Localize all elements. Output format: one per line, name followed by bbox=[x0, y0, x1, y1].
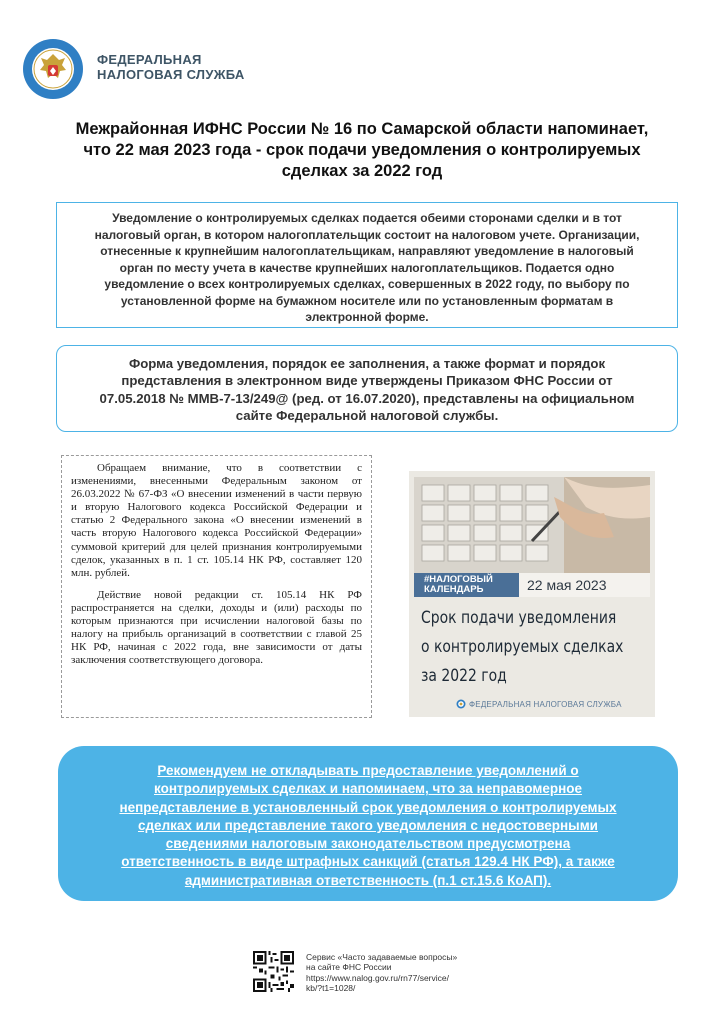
calendar-headline bbox=[421, 604, 624, 691]
notice-line: налоговый орган, в котором налогоплательщик состоит на налоговом учете. Организации, bbox=[94, 227, 640, 242]
reminder-line: сведениями налоговым законодательством предусмотрена bbox=[165, 836, 571, 852]
reminder-line: непредставление в установленный срок уведомления о контролируемых bbox=[119, 799, 617, 815]
notice-line: орган по месту учета в качестве крупнейших налогоплательщиков. Подается одно bbox=[119, 260, 615, 275]
notice-line: уведомление о всех контролируемых сделках, совершенных в 2022 году, по выбору по bbox=[104, 277, 630, 291]
law-change-box bbox=[61, 455, 372, 718]
reminder-line: Рекомендуем не откладывать предоставление уведомлений о bbox=[157, 763, 579, 778]
calendar-photo bbox=[414, 477, 650, 573]
faq-link[interactable]: https://www.nalog.gov.ru/rn77/service/ bbox=[306, 972, 449, 983]
calendar-strip bbox=[414, 573, 650, 597]
form-info-line: Форма уведомления, порядок ее заполнения, а также формат и порядок bbox=[128, 356, 606, 371]
calendar-headline-line: Срок подачи уведомления bbox=[421, 608, 617, 628]
responsibility-reminder-box bbox=[58, 746, 678, 901]
qr-code-icon[interactable] bbox=[253, 951, 294, 992]
title-line: Межрайонная ИФНС России № 16 по Самарской области напоминает, bbox=[75, 120, 649, 138]
calendar-headline-line: за 2022 год bbox=[421, 666, 507, 686]
calendar-footer: ФЕДЕРАЛЬНАЯ НАЛОГОВАЯ СЛУЖБА bbox=[469, 700, 622, 709]
reminder-line: контролируемых сделках и напоминаем, что за неправомерное bbox=[154, 781, 582, 797]
notice-line: установленной форме на бумажном носителе или по установленным форматам в bbox=[120, 293, 614, 308]
faq-line1: Сервис «Часто задаваемые вопросы» bbox=[306, 952, 458, 962]
reminder-line: административная ответственность (п.1 ст.15.6 КоАП). bbox=[184, 872, 552, 888]
calendar-headline-line: о контролируемых сделках bbox=[421, 637, 624, 657]
reminder-line: ответственность в виде штрафных санкций (статья 129.4 НК РФ), а также bbox=[121, 854, 615, 870]
title-line: сделках за 2022 год bbox=[281, 162, 443, 180]
law-paragraph-1: Обращаем внимание, что в соответствии с изменениями, внесенными Федеральным законом от 26.03.2022 № 67-ФЗ «О внесении изменений в части первую и вторую Налогового кодекса Российской Федерации и статью 2 Федерального закона «О внесении изменений в часть вторую Налогового кодекса Российской Федерации» суммовой критерий для целей признания контролируемыми сделок, указанных в п. 1 ст. 105.14 НК РФ, составляет 120 млн. рублей. bbox=[71, 462, 362, 579]
title-line: что 22 мая 2023 года - срок подачи уведомления о контролируемых bbox=[83, 141, 641, 159]
calendar-date: 22 мая 2023 bbox=[527, 577, 607, 593]
faq-line2: на сайте ФНС России bbox=[306, 962, 392, 973]
form-info-line: 07.05.2018 № ММВ-7-13/249@ (ред. от 16.07.2020), представлены на официальном bbox=[99, 390, 635, 406]
page-title bbox=[40, 119, 684, 182]
calendar-tag-line1: #НАЛОГОВЫЙ bbox=[424, 574, 493, 585]
notice-line: электронной форме. bbox=[305, 310, 429, 324]
notice-line: Уведомление о контролируемых сделках подается обеими сторонами сделки и в тот bbox=[112, 211, 622, 225]
org-name-line2: НАЛОГОВАЯ СЛУЖБА bbox=[97, 67, 245, 82]
faq-link-cont[interactable]: kb/?t1=1028/ bbox=[306, 982, 356, 993]
notice-line: отнесенные к крупнейшим налогоплательщикам, направляют уведомление в налоговый bbox=[100, 244, 634, 258]
form-info-line: сайте Федеральной налоговой службы. bbox=[235, 407, 499, 423]
fns-small-emblem-icon bbox=[456, 699, 466, 709]
faq-service-info bbox=[306, 952, 457, 993]
org-name-line1: ФЕДЕРАЛЬНАЯ bbox=[97, 52, 202, 67]
org-name bbox=[97, 52, 245, 82]
reminder-line: сделках или представление такого уведомления с недостоверными bbox=[137, 817, 598, 833]
form-info-box bbox=[56, 345, 678, 432]
calendar-hashtag bbox=[424, 575, 493, 595]
fns-emblem-logo bbox=[22, 38, 84, 100]
tax-calendar-image bbox=[409, 471, 655, 717]
form-info-line: представления в электронном виде утверждены Приказом ФНС России от bbox=[121, 373, 613, 389]
law-paragraph-2: Действие новой редакции ст. 105.14 НК РФ распространяется на сделки, доходы и (или) расходы по которым признаются при исчислении налоговой базы по налогу на прибыль организаций в соответствии с главой 25 НК РФ, начиная с 2022 года, вне зависимости от даты заключения соответствующего договора. bbox=[71, 588, 362, 667]
notice-box bbox=[56, 202, 678, 328]
calendar-tag-line2: КАЛЕНДАРЬ bbox=[424, 584, 484, 595]
